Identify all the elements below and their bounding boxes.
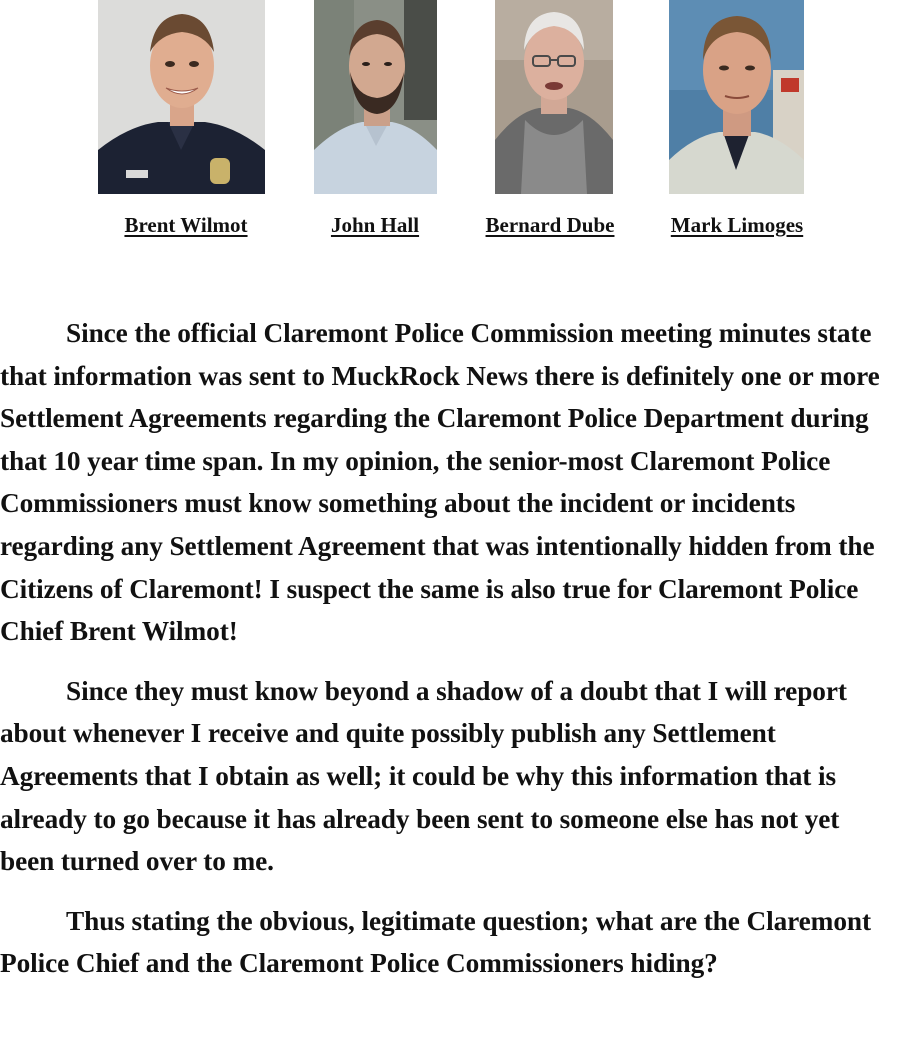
body-paragraph-3: Thus stating the obvious, legitimate question; what are the Claremont Police Chief and the Claremont Police Commissioners hiding? <box>0 905 871 979</box>
portrait-photo-john-hall <box>314 0 437 194</box>
article-body <box>0 312 900 1002</box>
body-paragraph-1: Since the official Claremont Police Commission meeting minutes state that information was sent to MuckRock News there is definitely one or more Settlement Agreements regarding the Claremont Police Department during that 10 year time span. In my opinion, the senior-most Claremont Police Commissioners must know something about the incident or incidents regarding any Settlement Agreement that was intentionally hidden from the Citizens of Claremont! I suspect the same is also true for Claremont Police Chief Brent Wilmot! <box>0 318 880 647</box>
portrait-row <box>0 0 900 195</box>
name-caption-john-hall: John Hall <box>330 213 420 237</box>
portrait-photo-brent-wilmot <box>98 0 265 194</box>
name-caption-brent-wilmot: Brent Wilmot <box>124 213 248 237</box>
portrait-photo-bernard-dube <box>495 0 613 194</box>
name-caption-bernard-dube: Bernard Dube <box>485 213 615 237</box>
body-paragraph-2: Since they must know beyond a shadow of a doubt that I will report about whenever I receive and quite possibly publish any Settlement Agreements that I obtain as well; it could be why this information that is already to go because it has already been sent to someone else has not yet been turned over to me. <box>0 675 847 877</box>
name-caption-mark-limoges: Mark Limoges <box>670 213 804 237</box>
portrait-photo-mark-limoges <box>669 0 804 194</box>
